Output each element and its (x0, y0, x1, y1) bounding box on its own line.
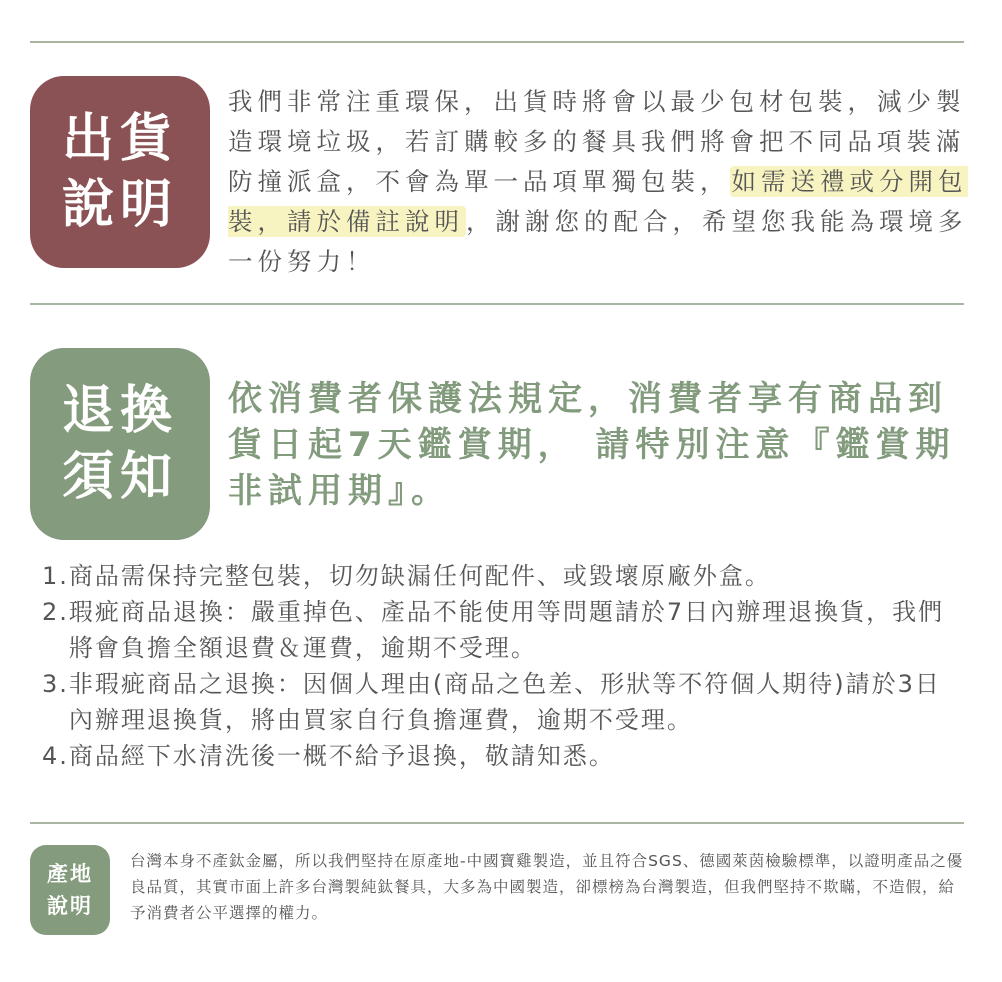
divider-middle (30, 303, 964, 305)
returns-badge (30, 348, 210, 540)
returns-policy-statement: 依消費者保護法規定，消費者享有商品到貨日起7天鑑賞期， 請特別注意『鑑賞期非試用期』。 (228, 379, 956, 511)
list-item-text: 非瑕疵商品之退換：因個人理由(商品之色差、形狀等不符個人期待)請於3日內辦理退換貨，將由買家自行負擔運費，逾期不受理。 (68, 670, 941, 734)
shipping-badge-line2: 說明 (61, 175, 178, 235)
list-item (42, 738, 962, 774)
origin-badge-line1: 產地 (47, 862, 93, 886)
list-item-number: 4. (42, 742, 69, 770)
shipping-badge-line1: 出貨 (61, 109, 178, 169)
list-item-number: 2. (42, 598, 69, 626)
shipping-text-highlight: 如需送禮或分開包裝，請於備註說明 (228, 167, 968, 236)
returns-rules-list (42, 558, 962, 774)
list-item-number: 3. (42, 670, 69, 698)
list-item-number: 1. (42, 562, 69, 590)
shipping-description (228, 82, 968, 282)
shipping-badge (30, 76, 210, 268)
shipping-text-after: ，謝謝您的配合，希望您我能為環境多一份努力！ (228, 207, 968, 276)
list-item-text: 瑕疵商品退換：嚴重掉色、產品不能使用等問題請於7日內辦理退換貨，我們將會負擔全額退費＆運費，逾期不受理。 (68, 598, 945, 662)
origin-badge (30, 845, 110, 935)
origin-description: 台灣本身不產鈦金屬，所以我們堅持在原產地-中國寶雞製造，並且符合SGS、德國萊茵檢驗標準，以證明產品之優良品質，其實市面上許多台灣製純鈦餐具，大多為中國製造，卻標榜為台灣製造，但我們堅持不欺瞞，不造假，給予消費者公平選擇的權力。 (130, 852, 964, 922)
list-item (42, 558, 962, 594)
returns-badge-line2: 須知 (61, 447, 178, 507)
shipping-text-before: 我們非常注重環保，出貨時將會以最少包材包裝，減少製造環境垃圾，若訂購較多的餐具我們將會把不同品項裝滿防撞派盒，不會為單一品項單獨包裝， (228, 87, 966, 196)
list-item (42, 666, 962, 738)
list-item-text: 商品需保持完整包裝，切勿缺漏任何配件、或毀壞原廠外盒。 (68, 562, 771, 590)
list-item (42, 594, 962, 666)
list-item-text: 商品經下水清洗後一概不給予退換，敬請知悉。 (68, 742, 615, 770)
divider-bottom (30, 822, 964, 824)
divider-top (30, 41, 964, 43)
returns-badge-line1: 退換 (61, 381, 178, 441)
origin-badge-line2: 說明 (47, 894, 93, 918)
